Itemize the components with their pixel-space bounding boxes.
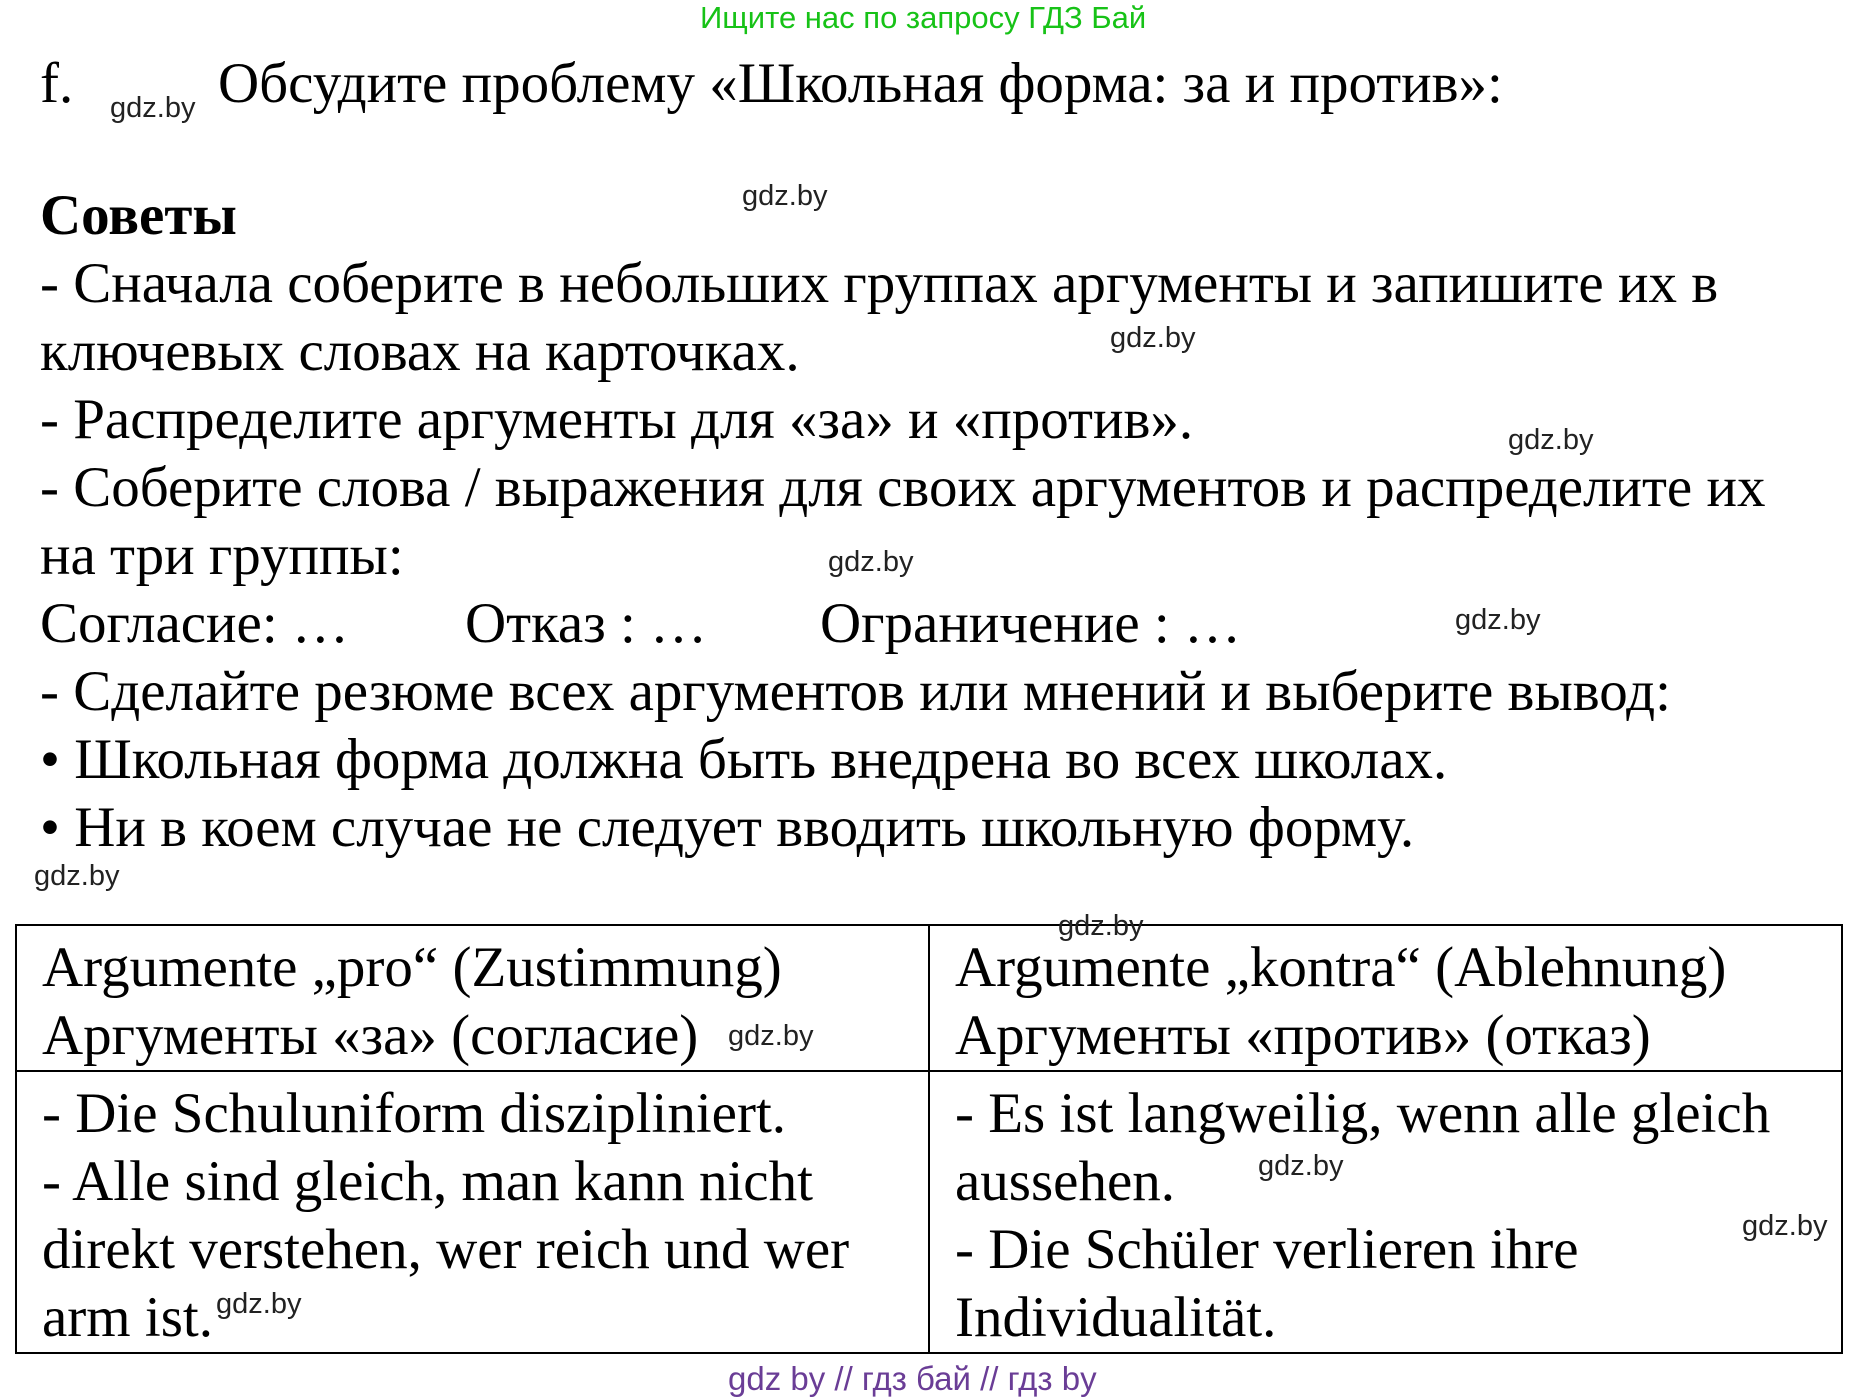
watermark: gdz.by [216,1288,302,1320]
task-letter: f. [40,52,74,115]
watermark: gdz.by [728,1020,814,1052]
contra-header-de: Argumente „kontra“ (Ablehnung) [955,936,1727,999]
watermark: gdz.by [1455,604,1541,636]
contra-argument-line: - Es ist langweilig, wenn alle gleich [955,1082,1771,1145]
pro-argument-line: - Alle sind gleich, man kann nicht [42,1150,813,1213]
pro-argument-line: arm ist. [42,1286,213,1349]
watermark: gdz.by [110,92,196,124]
contra-header-ru: Аргументы «против» (отказ) [955,1004,1651,1067]
watermark: gdz.by [1110,322,1196,354]
watermark: gdz.by [742,180,828,212]
tips-heading: Советы [40,184,237,247]
pro-argument-line: direkt verstehen, wer reich und wer [42,1218,850,1281]
conclusion-item: • Школьная форма должна быть внедрена во всех школах. [40,728,1448,791]
contra-body-cell [929,1071,1842,1353]
watermark: gdz.by [828,546,914,578]
contra-argument-line: Individualität. [955,1286,1277,1349]
watermark: gdz.by [1508,424,1594,456]
pro-argument-line: - Die Schuluniform diszipliniert. [42,1082,787,1145]
contra-argument-line: - Die Schüler verlieren ihre [955,1218,1579,1281]
contra-argument-line: aussehen. [955,1150,1176,1213]
tips-line: - Распределите аргументы для «за» и «против». [40,388,1194,451]
group-agreement: Согласие: … [40,592,349,655]
tips-line: на три группы: [40,524,404,587]
footer: gdz by // гдз бай // гдз by [728,1360,1097,1397]
group-refusal: Отказ : … [465,592,708,655]
watermark: gdz.by [34,860,120,892]
contra-header-cell [929,925,1842,1071]
pro-header-de: Argumente „pro“ (Zustimmung) [42,936,782,999]
tips-line: ключевых словах на карточках. [40,320,800,383]
task-title: Обсудите проблему «Школьная форма: за и против»: [218,52,1503,115]
watermark: gdz.by [1742,1210,1828,1242]
pro-body-cell [16,1071,929,1353]
summary-line: - Сделайте резюме всех аргументов или мнений и выберите вывод: [40,660,1671,723]
watermark: gdz.by [1258,1150,1344,1182]
conclusion-item: • Ни в коем случае не следует вводить школьную форму. [40,796,1415,859]
top-banner: Ищите нас по запросу ГДЗ Бай [700,0,1147,35]
watermark: gdz.by [1058,910,1144,942]
pro-header-ru: Аргументы «за» (согласие) [42,1004,699,1067]
tips-line: - Сначала соберите в небольших группах аргументы и запишите их в [40,252,1719,315]
tips-line: - Соберите слова / выражения для своих аргументов и распределите их [40,456,1766,519]
group-limitation: Ограничение : … [820,592,1241,655]
